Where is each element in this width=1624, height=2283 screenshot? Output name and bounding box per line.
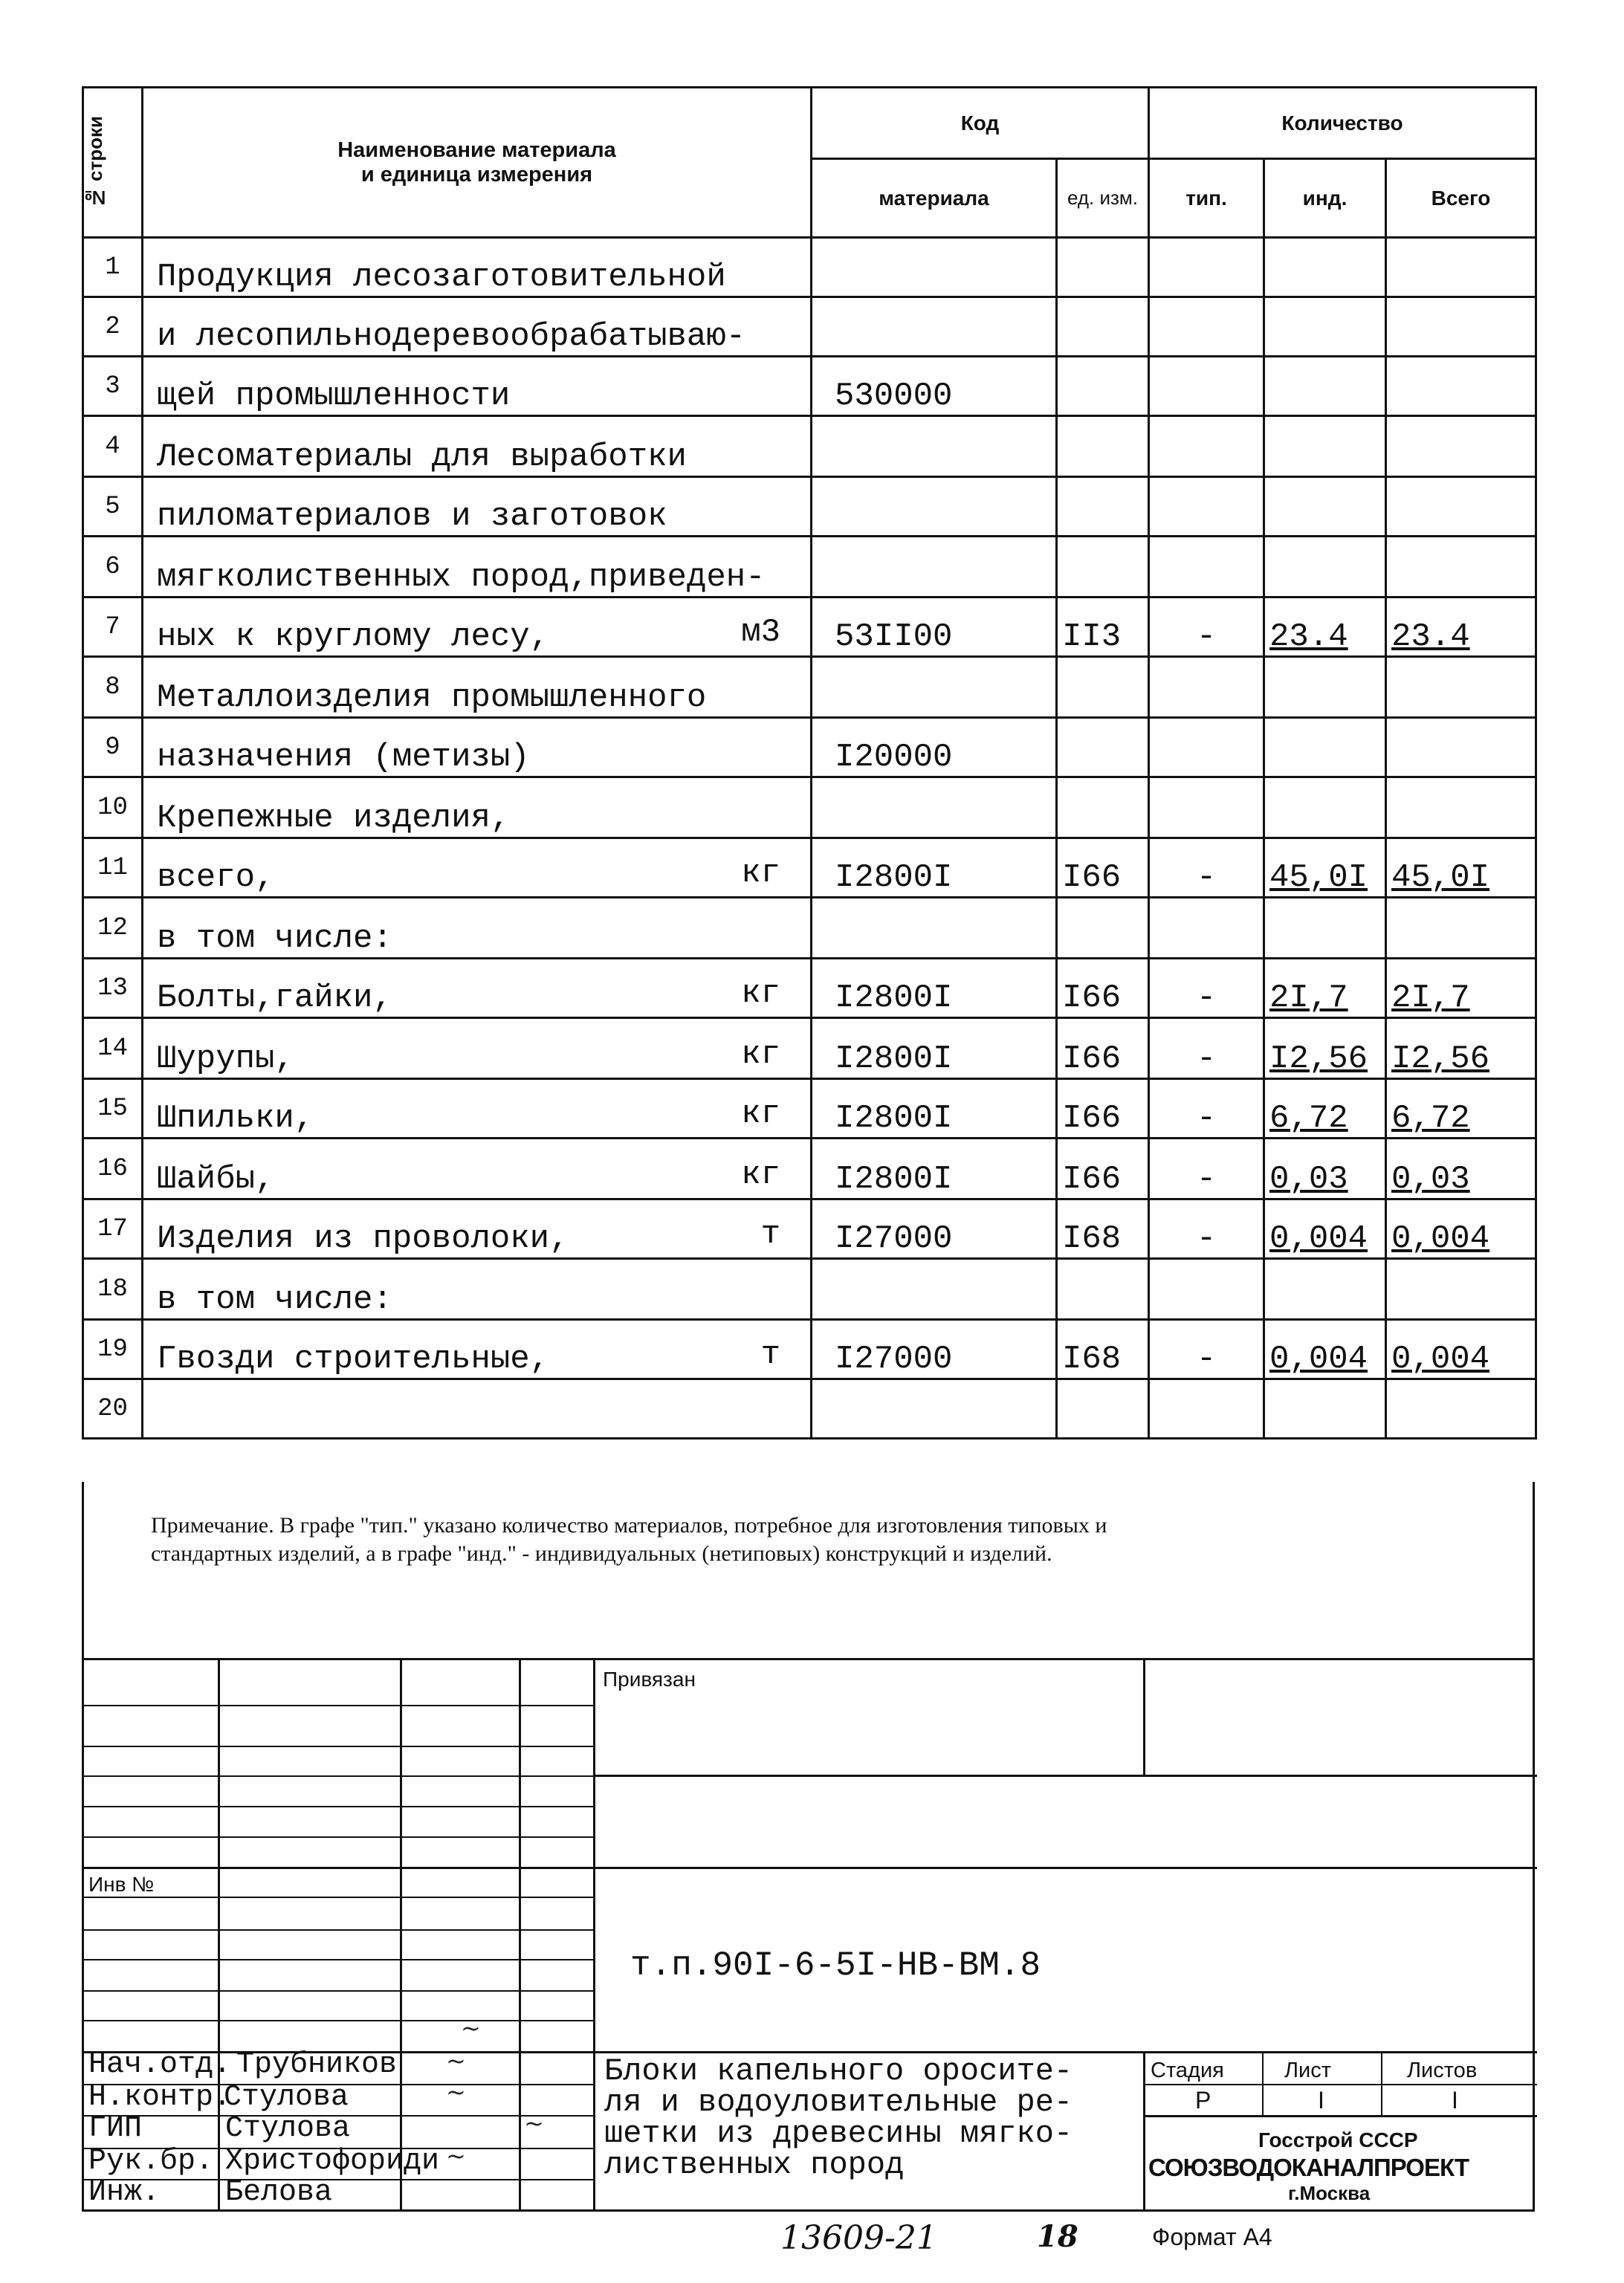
material-name <box>143 1139 812 1199</box>
qty-total <box>1386 357 1536 416</box>
qty-total <box>1386 657 1536 718</box>
document-title: Блоки капельного оросите- ля и водоуловительные ре- шетки из древесины мягко- лиственных пород <box>604 2053 1073 2183</box>
material-code: I2800I <box>812 959 1057 1018</box>
qty-type <box>1149 416 1264 477</box>
material-name <box>143 1320 812 1379</box>
material-name <box>143 238 812 297</box>
header-qty-total: Всего <box>1386 159 1536 238</box>
material-code <box>812 416 1057 477</box>
material-name <box>143 357 812 416</box>
material-code: I2800I <box>812 1139 1057 1199</box>
qty-ind <box>1264 1259 1386 1320</box>
unit-code: II3 <box>1057 598 1149 657</box>
signer-role: Н.контр. <box>88 2081 232 2114</box>
qty-type <box>1149 777 1264 838</box>
table-row <box>83 1018 1536 1079</box>
unit-code: I68 <box>1057 1199 1149 1259</box>
material-name <box>143 598 812 657</box>
qty-total <box>1386 718 1536 777</box>
material-name <box>143 1079 812 1139</box>
material-name <box>143 777 812 838</box>
table-row <box>83 477 1536 537</box>
row-number: 11 <box>83 838 143 898</box>
material-unit: кг <box>741 975 780 1012</box>
signer-role: Рук.бр. <box>88 2145 214 2178</box>
material-unit: т <box>760 1216 780 1253</box>
unit-code: I66 <box>1057 1079 1149 1139</box>
material-name-text: Болты,гайки, <box>157 979 392 1017</box>
footer-format: Формат А4 <box>1152 2224 1272 2250</box>
qty-ind <box>1264 357 1386 416</box>
qty-ind: I2,56 <box>1264 1018 1386 1079</box>
qty-ind <box>1264 537 1386 598</box>
material-name-text: Гвозди строительные, <box>157 1341 550 1378</box>
signer-name: Стулова <box>225 2112 351 2146</box>
qty-type: - <box>1149 959 1264 1018</box>
qty-total <box>1386 898 1536 959</box>
privyazan-label: Привязан <box>603 1668 696 1691</box>
material-code <box>812 777 1057 838</box>
unit-code <box>1057 297 1149 357</box>
material-code: I2800I <box>812 1079 1057 1139</box>
row-number: 9 <box>83 718 143 777</box>
material-name <box>143 898 812 959</box>
row-number: 5 <box>83 477 143 537</box>
qty-total <box>1386 537 1536 598</box>
table-row <box>83 416 1536 477</box>
org-line-1: Госстрой СССР <box>1258 2128 1418 2151</box>
signature-5: ~ <box>446 2142 466 2170</box>
material-code: I2800I <box>812 1018 1057 1079</box>
material-name-text: пиломатериалов и заготовок <box>157 498 667 535</box>
qty-type <box>1149 898 1264 959</box>
qty-ind: 23.4 <box>1264 598 1386 657</box>
signature-2: ~ <box>446 2047 466 2075</box>
material-name-text: Шурупы, <box>157 1040 294 1078</box>
row-number: 8 <box>83 657 143 718</box>
unit-code <box>1057 238 1149 297</box>
qty-ind <box>1264 657 1386 718</box>
qty-type <box>1149 357 1264 416</box>
qty-type: - <box>1149 838 1264 898</box>
qty-type: - <box>1149 1320 1264 1379</box>
table-row <box>83 1139 1536 1199</box>
qty-ind <box>1264 777 1386 838</box>
signer-name: Христофориди <box>225 2145 440 2178</box>
qty-total <box>1386 777 1536 838</box>
material-name-text: щей промышленности <box>157 378 511 415</box>
row-number: 4 <box>83 416 143 477</box>
qty-total: 45,0I <box>1386 838 1536 898</box>
material-unit: кг <box>741 1095 780 1133</box>
material-name-text: всего, <box>157 859 275 896</box>
footer-page: 18 <box>1037 2219 1078 2254</box>
qty-type: - <box>1149 1079 1264 1139</box>
material-name-text: в том числе: <box>157 1281 392 1318</box>
signer-role: ГИП <box>88 2112 143 2146</box>
material-name <box>143 297 812 357</box>
material-code: 53II00 <box>812 598 1057 657</box>
header-qty-ind: инд. <box>1264 159 1386 238</box>
material-name-text: Шпильки, <box>157 1100 314 1137</box>
qty-total: 2I,7 <box>1386 959 1536 1018</box>
row-number: 13 <box>83 959 143 1018</box>
qty-ind <box>1264 416 1386 477</box>
qty-type: - <box>1149 1018 1264 1079</box>
qty-ind <box>1264 297 1386 357</box>
qty-ind <box>1264 238 1386 297</box>
row-number: 7 <box>83 598 143 657</box>
qty-total: 0,004 <box>1386 1320 1536 1379</box>
material-name <box>143 1379 812 1439</box>
table-row <box>83 777 1536 838</box>
row-number: 14 <box>83 1018 143 1079</box>
signer-role: Инж. <box>88 2176 161 2209</box>
qty-type <box>1149 537 1264 598</box>
row-number: 10 <box>83 777 143 838</box>
material-code: I2800I <box>812 838 1057 898</box>
material-name <box>143 657 812 718</box>
qty-total: 0,03 <box>1386 1139 1536 1199</box>
material-name-text: мягколиственных пород,приведен- <box>157 559 766 596</box>
material-code <box>812 537 1057 598</box>
material-name-text: и лесопильнодеревообрабатываю- <box>157 318 746 355</box>
material-code: I27000 <box>812 1320 1057 1379</box>
qty-total: 0,004 <box>1386 1199 1536 1259</box>
table-row <box>83 297 1536 357</box>
header-code-unit: ед. изм. <box>1057 159 1149 238</box>
header-row-number <box>83 88 143 238</box>
inv-number-label: Инв № <box>88 1873 155 1896</box>
table-row <box>83 238 1536 297</box>
unit-code <box>1057 416 1149 477</box>
row-number: 15 <box>83 1079 143 1139</box>
qty-type: - <box>1149 1139 1264 1199</box>
table-row <box>83 537 1536 598</box>
row-number: 18 <box>83 1259 143 1320</box>
table-row <box>83 898 1536 959</box>
sheets-label: Листов <box>1407 2059 1478 2082</box>
material-name-text: назначения (метизы) <box>157 739 530 776</box>
row-number: 20 <box>83 1379 143 1439</box>
sheet-label: Лист <box>1284 2059 1332 2082</box>
table-row <box>83 1320 1536 1379</box>
row-number: 19 <box>83 1320 143 1379</box>
header-material-name: Наименование материала и единица измерения <box>143 88 812 238</box>
header-quantity: Количество <box>1149 88 1536 159</box>
material-code <box>812 1379 1057 1439</box>
sheet-value: I <box>1318 2087 1324 2114</box>
stage-label: Стадия <box>1151 2059 1224 2082</box>
material-name <box>143 1199 812 1259</box>
row-number: 17 <box>83 1199 143 1259</box>
footer-number: 13609-21 <box>780 2219 937 2257</box>
qty-type <box>1149 477 1264 537</box>
header-qty-type: тип. <box>1149 159 1264 238</box>
qty-total <box>1386 477 1536 537</box>
table-body <box>83 238 1536 1439</box>
row-number: 2 <box>83 297 143 357</box>
unit-code: I66 <box>1057 1139 1149 1199</box>
table-row <box>83 1199 1536 1259</box>
row-number: 12 <box>83 898 143 959</box>
qty-total: 23.4 <box>1386 598 1536 657</box>
material-code <box>812 657 1057 718</box>
qty-ind: 2I,7 <box>1264 959 1386 1018</box>
material-code <box>812 477 1057 537</box>
material-code <box>812 898 1057 959</box>
unit-code: I66 <box>1057 959 1149 1018</box>
qty-ind <box>1264 718 1386 777</box>
signature-1: ~ <box>461 2014 481 2042</box>
material-code <box>812 297 1057 357</box>
material-name-text: Продукция лесозаготовительной <box>157 259 726 296</box>
material-name <box>143 838 812 898</box>
material-code <box>812 1259 1057 1320</box>
qty-ind: 6,72 <box>1264 1079 1386 1139</box>
qty-type <box>1149 1259 1264 1320</box>
signer-name: Белова <box>225 2176 333 2209</box>
material-name-text: в том числе: <box>157 920 392 957</box>
qty-total <box>1386 1259 1536 1320</box>
qty-total: 6,72 <box>1386 1079 1536 1139</box>
qty-total: I2,56 <box>1386 1018 1536 1079</box>
unit-code: I68 <box>1057 1320 1149 1379</box>
material-name <box>143 959 812 1018</box>
table-row <box>83 1079 1536 1139</box>
material-name <box>143 1259 812 1320</box>
header-code: Код <box>812 88 1149 159</box>
unit-code <box>1057 898 1149 959</box>
signer-role: Нач.отд. <box>88 2048 232 2082</box>
unit-code <box>1057 718 1149 777</box>
qty-type: - <box>1149 1199 1264 1259</box>
table-row <box>83 1379 1536 1439</box>
material-code: I20000 <box>812 718 1057 777</box>
material-name-text: Металлоизделия промышленного <box>157 679 707 716</box>
qty-ind <box>1264 477 1386 537</box>
table-row <box>83 657 1536 718</box>
material-name-text: ных к круглому лесу, <box>157 618 550 655</box>
org-line-3: г.Москва <box>1288 2182 1371 2204</box>
qty-total <box>1386 416 1536 477</box>
signature-4: ~ <box>524 2109 544 2137</box>
signer-name: Стулова <box>224 2081 349 2114</box>
qty-total <box>1386 238 1536 297</box>
qty-ind: 0,004 <box>1264 1199 1386 1259</box>
material-code <box>812 238 1057 297</box>
table-row <box>83 357 1536 416</box>
signature-3: ~ <box>446 2078 466 2106</box>
material-name-text: Крепежные изделия, <box>157 800 511 837</box>
material-unit: м3 <box>741 614 780 651</box>
material-name <box>143 416 812 477</box>
row-number: 1 <box>83 238 143 297</box>
header-code-material: материала <box>812 159 1057 238</box>
qty-total <box>1386 1379 1536 1439</box>
unit-code <box>1057 537 1149 598</box>
material-name <box>143 477 812 537</box>
sheets-value: I <box>1452 2087 1458 2114</box>
material-name-text: Изделия из проволоки, <box>157 1220 569 1257</box>
table-row <box>83 1259 1536 1320</box>
material-unit: кг <box>741 855 780 892</box>
qty-type <box>1149 657 1264 718</box>
unit-code <box>1057 657 1149 718</box>
unit-code <box>1057 777 1149 838</box>
row-number: 16 <box>83 1139 143 1199</box>
table-row <box>83 959 1536 1018</box>
unit-code: I66 <box>1057 1018 1149 1079</box>
material-unit: т <box>760 1336 780 1373</box>
material-name-text: Шайбы, <box>157 1161 275 1198</box>
table-row <box>83 598 1536 657</box>
qty-ind: 0,03 <box>1264 1139 1386 1199</box>
material-unit: кг <box>741 1156 780 1194</box>
material-code: 530000 <box>812 357 1057 416</box>
material-name <box>143 718 812 777</box>
row-number: 6 <box>83 537 143 598</box>
unit-code <box>1057 1259 1149 1320</box>
title-block <box>82 1660 1535 2212</box>
org-line-2: СОЮЗВОДОКАНАЛПРОЕКТ <box>1148 2154 1469 2181</box>
qty-ind <box>1264 1379 1386 1439</box>
unit-code <box>1057 477 1149 537</box>
qty-type <box>1149 718 1264 777</box>
material-code: I27000 <box>812 1199 1057 1259</box>
qty-type <box>1149 297 1264 357</box>
row-number: 3 <box>83 357 143 416</box>
material-name <box>143 537 812 598</box>
unit-code: I66 <box>1057 838 1149 898</box>
qty-ind <box>1264 898 1386 959</box>
unit-code <box>1057 357 1149 416</box>
document-code: т.п.90I-6-5I-НВ-ВМ.8 <box>630 1946 1041 1985</box>
qty-total <box>1386 297 1536 357</box>
stage-value: Р <box>1195 2087 1211 2114</box>
table-row <box>83 838 1536 898</box>
material-name-text: Лесоматериалы для выработки <box>157 438 687 476</box>
note-text: Примечание. В графе "тип." указано количество материалов, потребное для изготовления типовых и стандартных изделий, а в графе "инд." - индивидуальных (нетиповых) конструкций и изделий. <box>151 1513 1107 1566</box>
qty-type: - <box>1149 598 1264 657</box>
note-block <box>82 1482 1535 1660</box>
qty-type <box>1149 238 1264 297</box>
qty-ind: 0,004 <box>1264 1320 1386 1379</box>
table-row <box>83 718 1536 777</box>
header-row-number-label: № строки <box>84 115 106 210</box>
qty-ind: 45,0I <box>1264 838 1386 898</box>
specification-table <box>82 86 1537 1440</box>
qty-type <box>1149 1379 1264 1439</box>
material-unit: кг <box>741 1036 780 1073</box>
material-name <box>143 1018 812 1079</box>
unit-code <box>1057 1379 1149 1439</box>
signer-name: Трубников <box>236 2048 398 2082</box>
